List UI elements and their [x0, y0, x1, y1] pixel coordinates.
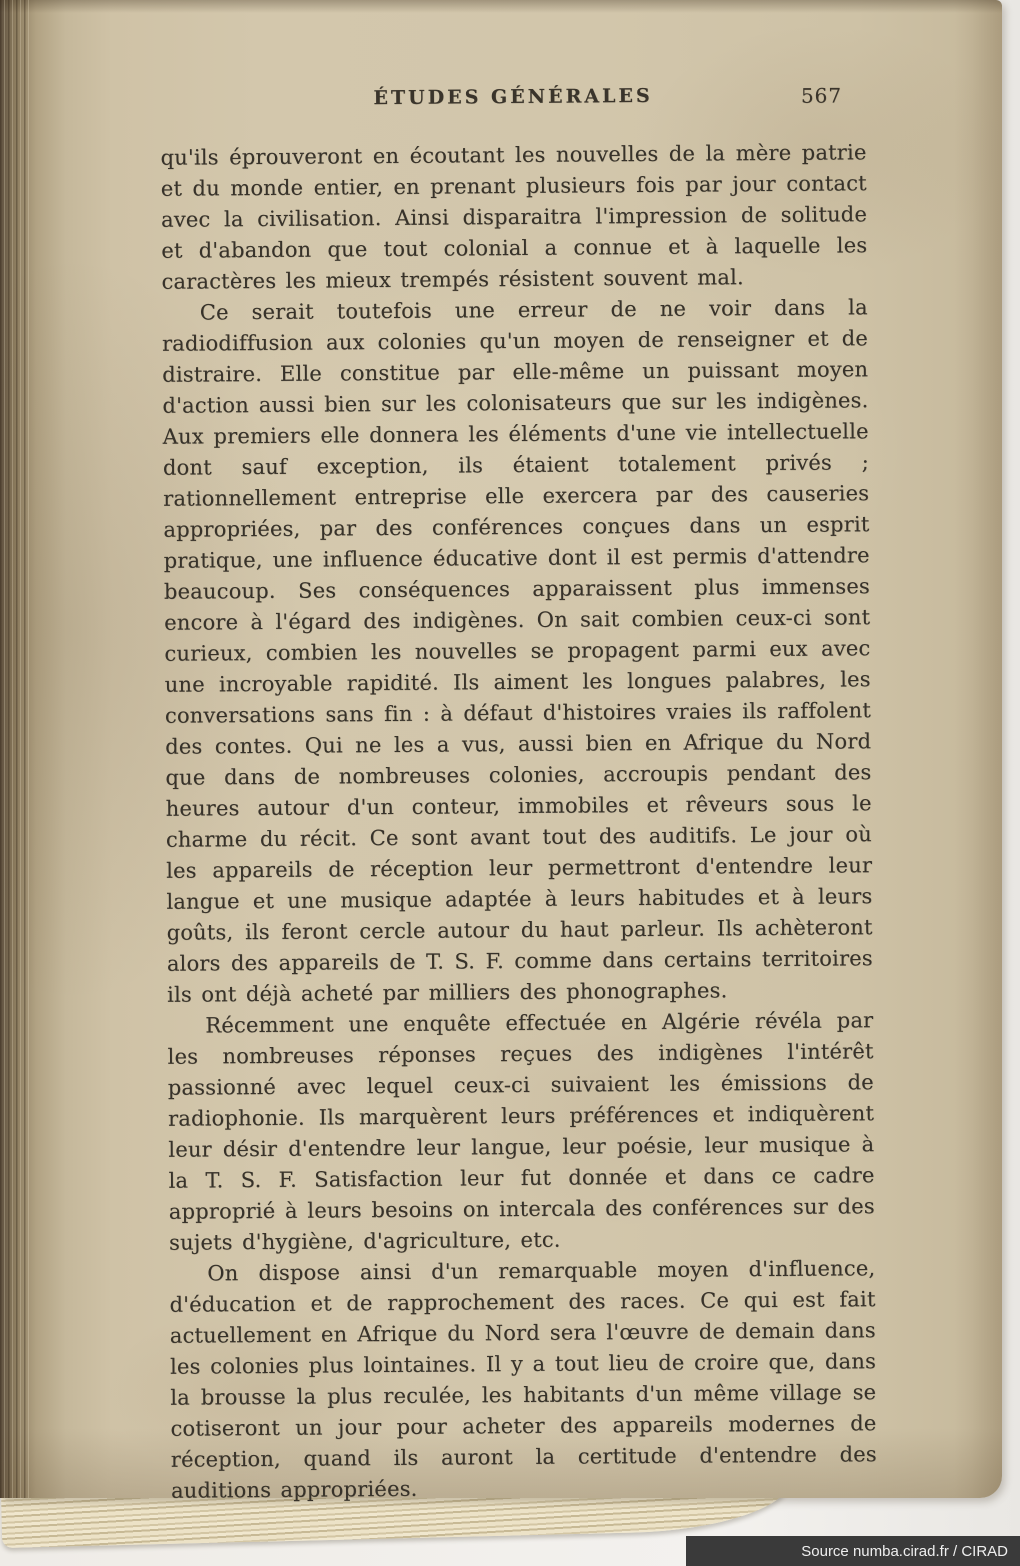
body-paragraph: Récemment une enquête effectuée en Algérie révéla par les nombreuses réponses reçues des indigènes l'intérêt passionné avec lequel ceux-ci suivaient les émissions de radiophonie. Ils marquèrent leurs préférences et indiquèrent leur désir d'entendre leur langue, leur poésie, leur musique à la T. S. F. Satisfaction leur fut donnée et dans ce cadre approprié à leurs besoins on intercala des conférences sur des sujets d'hygiène, d'agriculture, etc. — [167, 1008, 875, 1255]
source-attribution-bar — [686, 1536, 1020, 1566]
source-attribution: Source numba.cirad.fr / CIRAD — [801, 1542, 1008, 1560]
body-paragraph: qu'ils éprouveront en écoutant les nouvelles de la mère patrie et du monde entier, en prenant plusieurs fois par jour contact avec la civilisation. Ainsi disparaitra l'impression de solitude et d'abandon que tout colonial a connue et à laquelle les caractères les mieux trempés résistent souvent mal. — [160, 140, 868, 294]
body-paragraph: On dispose ainsi d'un remarquable moyen d'influence, d'éducation et de rapprochement des races. Ce qui est fait actuellement en Afrique du Nord sera l'œuvre de demain dans les colonies plus lointaines. Il y a tout lieu de croire que, dans la brousse la plus reculée, les habitants d'un même village se cotiseront un jour pour acheter des appareils modernes de réception, quand ils auront la certitude d'entendre des auditions appropriées. — [169, 1256, 877, 1503]
book-binding-edge — [0, 0, 32, 1498]
page-content — [160, 83, 877, 1507]
page-header — [160, 83, 866, 111]
page-number: 567 — [800, 83, 843, 108]
running-title: ÉTUDES GÉNÉRALES — [373, 84, 653, 110]
body-paragraph: Ce serait toutefois une erreur de ne voir dans la radiodiffusion aux colonies qu'un moyen de renseigner et de distraire. Elle constitue par elle-même un puissant moyen d'action aussi bien sur les colonisateurs que sur les indigènes. Aux premiers elle donnera les éléments d'une vie intellectuelle dont sauf exception, ils étaient totalement privés ; rationnellement entreprise elle exercera par des causeries appropriées, par des conférences conçues dans un esprit pratique, une influence éducative dont il est permis d'attendre beaucoup. Ses conséquences apparaissent plus immenses encore à l'égard des indigènes. On sait combien ceux-ci sont curieux, combien les nouvelles se propagent parmi eux avec une incroyable rapidité. Ils aiment les longues palabres, les conversations sans fin : à défaut d'histoires vraies ils raffolent des contes. Qui ne les a vus, aussi bien en Afrique du Nord que dans de nombreuses colonies, accroupis pendant des heures autour d'un conteur, immobiles et rêveurs sous le charme du récit. Ce sont avant tout des auditifs. Le jour où les appareils de réception leur permettront d'entendre leur langue et une musique adaptée à leurs habitudes et à leurs goûts, ils feront cercle autour du haut parleur. Ils achèteront alors des appareils de T. S. F. comme dans certains territoires ils ont déjà acheté par milliers des phonographes. — [161, 295, 873, 1007]
